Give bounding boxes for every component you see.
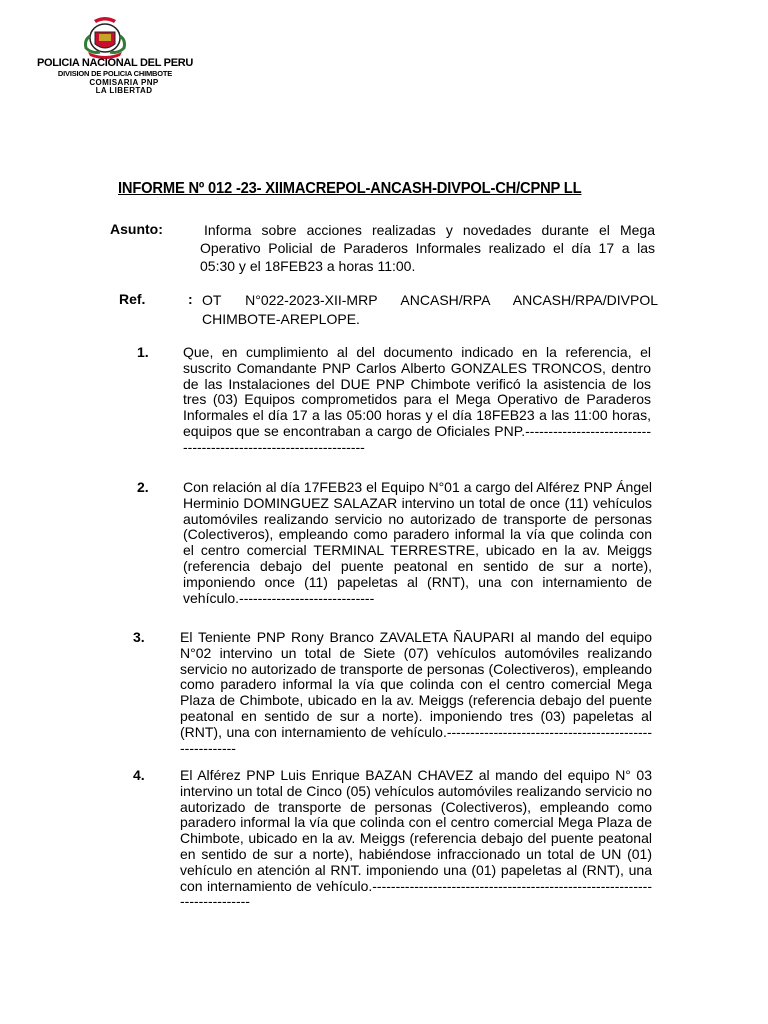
- item-number: 1.: [137, 344, 149, 360]
- ref-label: Ref.: [119, 291, 146, 307]
- item-number: 3.: [133, 629, 145, 645]
- item-text: Que, en cumplimiento al del documento indicado en la referencia, el suscrito Comandante PNP Carlos Alberto GONZALES TRONCOS, dentro de las Instalaciones del DUE PNP Chimbote verificó la asistencia de los tres (03) Equipos comprometidos para el Mega Operativo de Paraderos Informales el día 17 a las 05:00 horas y el día 18FEB23 a las 11:00 horas, equipos que se encontraban a cargo de Oficiales PNP.------------------------------------------------------------------: [183, 344, 651, 455]
- item-text: El Teniente PNP Rony Branco ZAVALETA ÑAUPARI al mando del equipo N°02 intervino un total de Siete (07) vehículos automóviles realizando servicio no autorizado de transporte de personas (Colectiveros), empleando como paradero informal la vía que colinda con el centro comercial Mega Plaza de Chimbote, ubicado en la av. Meiggs (referencia debajo del puente peatonal en sentido de sur a norte). imponiendo tres (03) papeletas al (RNT), una con internamiento de vehículo.--------------------------------------------------------: [180, 629, 652, 756]
- item-number: 2.: [137, 479, 149, 495]
- asunto-label: Asunto:: [110, 221, 163, 237]
- report-title: INFORME Nº 012 -23- XIIMACREPOL-ANCASH-DIVPOL-CH/CPNP LL: [118, 180, 582, 197]
- pnp-emblem-icon: [80, 14, 130, 60]
- item-text: El Alférez PNP Luis Enrique BAZAN CHAVEZ al mando del equipo N° 03 intervino un total de Cinco (05) vehículos automóviles realizando servicio no autorizado de transporte de personas (Colectiveros), empleando como paradero informal la vía que colinda con el centro comercial Mega Plaza de Chimbote, ubicado en la av. Meiggs (referencia debajo del puente peatonal en sentido de sur a norte), habiéndose infraccionado un total de UN (01) vehículo en atención al RNT. imponiendo una (01) papeletas al (RNT), una con internamiento de vehículo.---------------------------------------------------------------------------: [180, 767, 652, 910]
- org-location: LA LIBERTAD: [95, 85, 153, 95]
- org-comisaria: COMISARIA PNP: [89, 77, 159, 87]
- ref-text: OT N°022-2023-XII-MRP ANCASH/RPA ANCASH/RPA/DIVPOL CHIMBOTE-AREPLOPE.: [202, 292, 658, 327]
- org-header: [20, 58, 210, 95]
- ref-colon: :: [188, 291, 193, 307]
- item-text: Con relación al día 17FEB23 el Equipo N°01 a cargo del Alférez PNP Ángel Herminio DOMINGUEZ SALAZAR intervino un total de once (11) vehículos automóviles realizando servicio no autorizado de transporte de personas (Colectiveros), empleando como paradero informal la vía que colinda con el centro comercial TERMINAL TERRESTRE, ubicado en la av. Meiggs (referencia debajo del puente peatonal en sentido de sur a norte), imponiendo once (11) papeletas al (RNT), una con internamiento de vehículo.-----------------------------: [183, 479, 652, 606]
- org-name: POLICIA NACIONAL DEL PERU: [36, 57, 194, 69]
- org-division: DIVISION DE POLICIA CHIMBOTE: [57, 69, 173, 78]
- item-number: 4.: [133, 767, 145, 783]
- asunto-text: Informa sobre acciones realizadas y novedades durante el Mega Operativo Policial de Paraderos Informales realizado el día 17 a las 05:30 y el 18FEB23 a horas 11:00.: [200, 222, 655, 274]
